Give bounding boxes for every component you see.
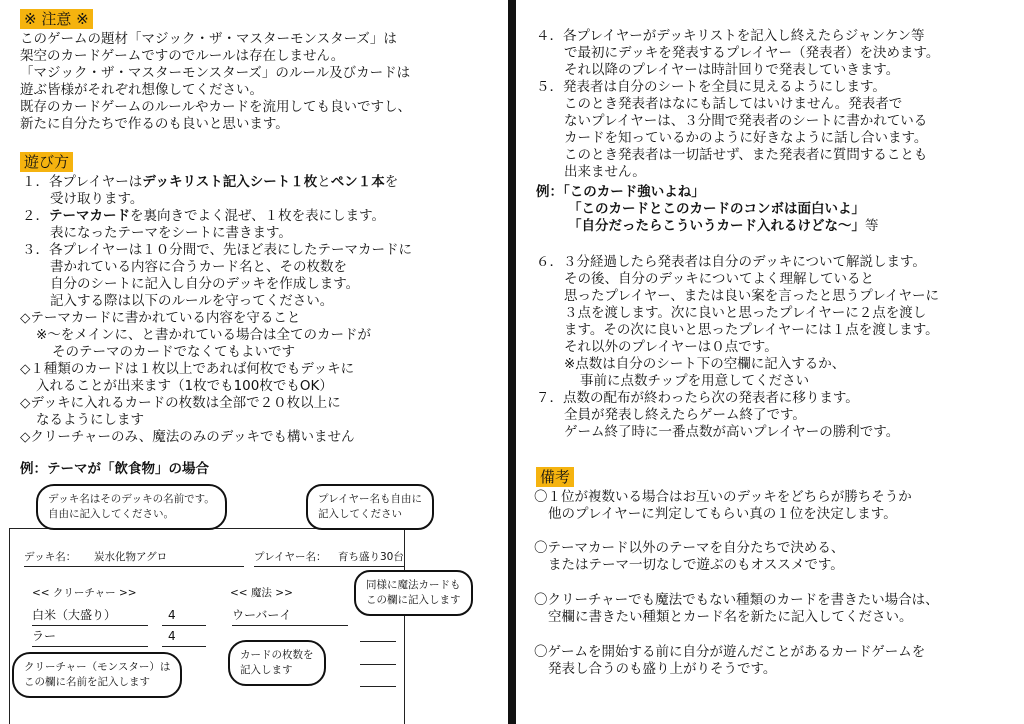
- callout-text: プレイヤー名も自由に: [318, 493, 423, 505]
- deck-name-underline: [24, 566, 244, 567]
- howto-line: 表になったテーマをシートに書きます。: [50, 225, 292, 241]
- step-1-particle: を: [384, 174, 399, 190]
- step-line: で最初にデッキを発表するプレイヤー（発表者）を決めます。: [564, 45, 940, 61]
- magic-entry: ウーバーイ: [232, 608, 292, 622]
- note-line: 〇ゲームを開始する前に自分が遊んだことがあるカードゲームを: [534, 644, 926, 660]
- notice-line: 既存のカードゲームのルールやカードを流用しても良いですし、: [20, 99, 411, 115]
- note-line: またはテーマ一切なしで遊ぶのもオススメです。: [548, 557, 844, 573]
- notice-line: 遊ぶ皆様がそれぞれ想像してください。: [20, 82, 263, 98]
- step-line: 出来ません。: [564, 164, 646, 180]
- step-2-text: を裏向きでよく混ぜ、１枚を表にします。: [130, 208, 386, 224]
- step-line: それ以降のプレイヤーは時計回りで発表していきます。: [564, 62, 900, 78]
- deck-name-value: 炭水化物アグロ: [94, 551, 168, 563]
- step-line: このとき発表者はなにも話してはいけません。発表者で: [564, 96, 903, 112]
- example-quote-line: [536, 184, 705, 201]
- rule-item: ◇クリーチャーのみ、魔法のみのデッキでも構いません: [20, 429, 355, 445]
- step-2-theme-card: テーマカード: [49, 208, 130, 224]
- page-divider: [508, 0, 516, 724]
- step-line: ５．発表者は自分のシートを全員に見えるようにします。: [536, 79, 886, 95]
- callout-text: 記入します: [240, 664, 293, 676]
- example-title: 例：テーマが「飲食物」の場合: [20, 461, 209, 477]
- rule-item-cont: 入れることが出来ます（1枚でも100枚でもOK）: [36, 378, 333, 394]
- rule-note: ※～をメインに、と書かれている場合は全てのカードが: [36, 327, 372, 343]
- rule-item: ◇テーマカードに書かれている内容を守ること: [20, 310, 301, 326]
- callout-player-name: [306, 484, 434, 530]
- rule-item: ◇１種類のカードは１枚以上であれば何枚でもデッキに: [20, 361, 355, 377]
- step-line: 全員が発表し終えたらゲーム終了です。: [564, 407, 806, 423]
- note-line: 発表し合うのも盛り上がりそうです。: [548, 661, 777, 677]
- example-quote: 「自分だったらこういうカード入れるけどな～」: [568, 218, 865, 234]
- notice-line: 新たに自分たちで作るのも良いと思います。: [20, 116, 289, 132]
- notice-line: 「マジック・ザ・マスターモンスターズ」のルール及びカードは: [20, 65, 411, 81]
- step-line: それ以外のプレイヤーは０点です。: [564, 339, 778, 355]
- example-quote-label: 例：: [536, 184, 563, 200]
- step-1-sheet: デッキリスト記入シート１枚: [142, 174, 318, 190]
- example-quote: 「このカードとこのカードのコンボは面白いよ」: [568, 201, 865, 217]
- note-line: 〇テーマカード以外のテーマを自分たちで決める、: [534, 540, 845, 556]
- step-1-pen: ペン１本: [330, 174, 385, 190]
- example-quote-suffix: 等: [865, 218, 879, 234]
- step-1-cont: 受け取ります。: [50, 191, 144, 207]
- creature-entry: 白米（大盛り）: [32, 608, 117, 622]
- count-underline: [360, 686, 396, 687]
- step-1-text: １．各プレイヤーは: [22, 174, 143, 190]
- callout-deck-name: [36, 484, 227, 530]
- step-line: このとき発表者は一切話せず、また発表者に質問することも: [564, 147, 928, 163]
- count-underline: [360, 641, 396, 642]
- callout-magic: [354, 570, 473, 616]
- magic-underline: [232, 625, 348, 626]
- creature-header: << クリーチャー >>: [32, 587, 137, 599]
- howto-line: 自分のシートに記入し自分のデッキを作成します。: [50, 276, 360, 292]
- deck-name-label: デッキ名：: [24, 551, 77, 563]
- step-1-line: [22, 174, 398, 191]
- creature-count: 4: [168, 608, 176, 622]
- note-line: 〇１位が複数いる場合はお互いのデッキをどちらが勝ちそうか: [534, 489, 912, 505]
- step-line: ゲーム終了時に一番点数が高いプレイヤーの勝利です。: [564, 424, 900, 440]
- note-line: 〇クリーチャーでも魔法でもない種類のカードを書きたい場合は、: [534, 592, 939, 608]
- creature-entry: ラー: [32, 629, 57, 643]
- step-line: 思ったプレイヤー、または良い案を言ったと思うプレイヤーに: [564, 288, 940, 304]
- callout-text: 同様に魔法カードも: [366, 579, 461, 591]
- step-line: カードを知っているかのように好きなように話し合います。: [564, 130, 928, 146]
- magic-header: << 魔法 >>: [230, 587, 293, 599]
- callout-text: この欄に記入します: [366, 594, 461, 606]
- player-name-value: 育ち盛り30台: [338, 551, 404, 563]
- creature-count: 4: [168, 629, 176, 643]
- callout-text: 記入してください: [318, 508, 402, 520]
- notice-heading: ※ 注意 ※: [20, 9, 93, 29]
- notice-line: 架空のカードゲームですのでルールは存在しません。: [20, 48, 345, 64]
- callout-text: カードの枚数を: [240, 649, 314, 661]
- step-2-line: [22, 208, 385, 225]
- howto-line: 書かれている内容に合うカード名と、その枚数を: [50, 259, 347, 275]
- howto-heading: 遊び方: [20, 152, 73, 172]
- step-line: 事前に点数チップを用意してください: [580, 373, 810, 389]
- step-1-and: と: [317, 174, 331, 190]
- left-page: [0, 0, 508, 724]
- step-2-number: ２．: [22, 208, 49, 224]
- example-quote: 「このカード強いよね」: [563, 184, 705, 200]
- step-line: ７．点数の配布が終わったら次の発表者に移ります。: [536, 390, 859, 406]
- callout-text: 自由に記入してください。: [48, 508, 174, 520]
- step-line: ３点を渡します。次に良いと思ったプレイヤーに２点を渡し: [564, 305, 927, 321]
- rule-item: ◇デッキに入れるカードの枚数は全部で２０枚以上に: [20, 395, 341, 411]
- rule-item-cont: なるようにします: [36, 412, 144, 428]
- howto-line: 記入する際は以下のルールを守ってください。: [50, 293, 334, 309]
- step-line: ます。その次に良いと思ったプレイヤーには１点を渡します。: [564, 322, 939, 338]
- callout-card-count: [228, 640, 326, 686]
- example-quote-line: [568, 218, 879, 235]
- player-name-label: プレイヤー名：: [254, 551, 327, 563]
- note-line: 空欄に書きたい種類とカード名を新たに記入してください。: [548, 609, 913, 625]
- step-line: ６．３分経過したら発表者は自分のデッキについて解説します。: [536, 254, 926, 270]
- howto-line: ３．各プレイヤーは１０分間で、先ほど表にしたテーマカードに: [22, 242, 413, 258]
- player-name-underline: [254, 566, 404, 567]
- note-line: 他のプレイヤーに判定してもらい真の１位を決定します。: [548, 506, 897, 522]
- notes-heading: 備考: [536, 467, 574, 487]
- step-line: ４．各プレイヤーがデッキリストを記入し終えたらジャンケン等: [536, 28, 925, 44]
- notice-line: このゲームの題材「マジック・ザ・マスターモンスターズ」は: [20, 31, 397, 47]
- right-page: [516, 0, 1024, 724]
- creature-underline: [32, 625, 148, 626]
- count-underline: [162, 625, 206, 626]
- callout-text: デッキ名はそのデッキの名前です。: [48, 493, 215, 505]
- count-underline: [162, 646, 206, 647]
- callout-creature: [12, 652, 182, 698]
- step-line: ※点数は自分のシート下の空欄に記入するか、: [564, 356, 846, 372]
- step-line: ないプレイヤーは、３分間で発表者のシートに書かれている: [564, 113, 928, 129]
- count-underline: [360, 664, 396, 665]
- step-line: その後、自分のデッキについてよく理解していると: [564, 271, 874, 287]
- creature-underline: [32, 646, 148, 647]
- callout-text: クリーチャー（モンスター）は: [24, 661, 171, 673]
- rule-note: そのテーマのカードでなくてもよいです: [52, 344, 295, 360]
- callout-text: この欄に名前を記入します: [24, 676, 150, 688]
